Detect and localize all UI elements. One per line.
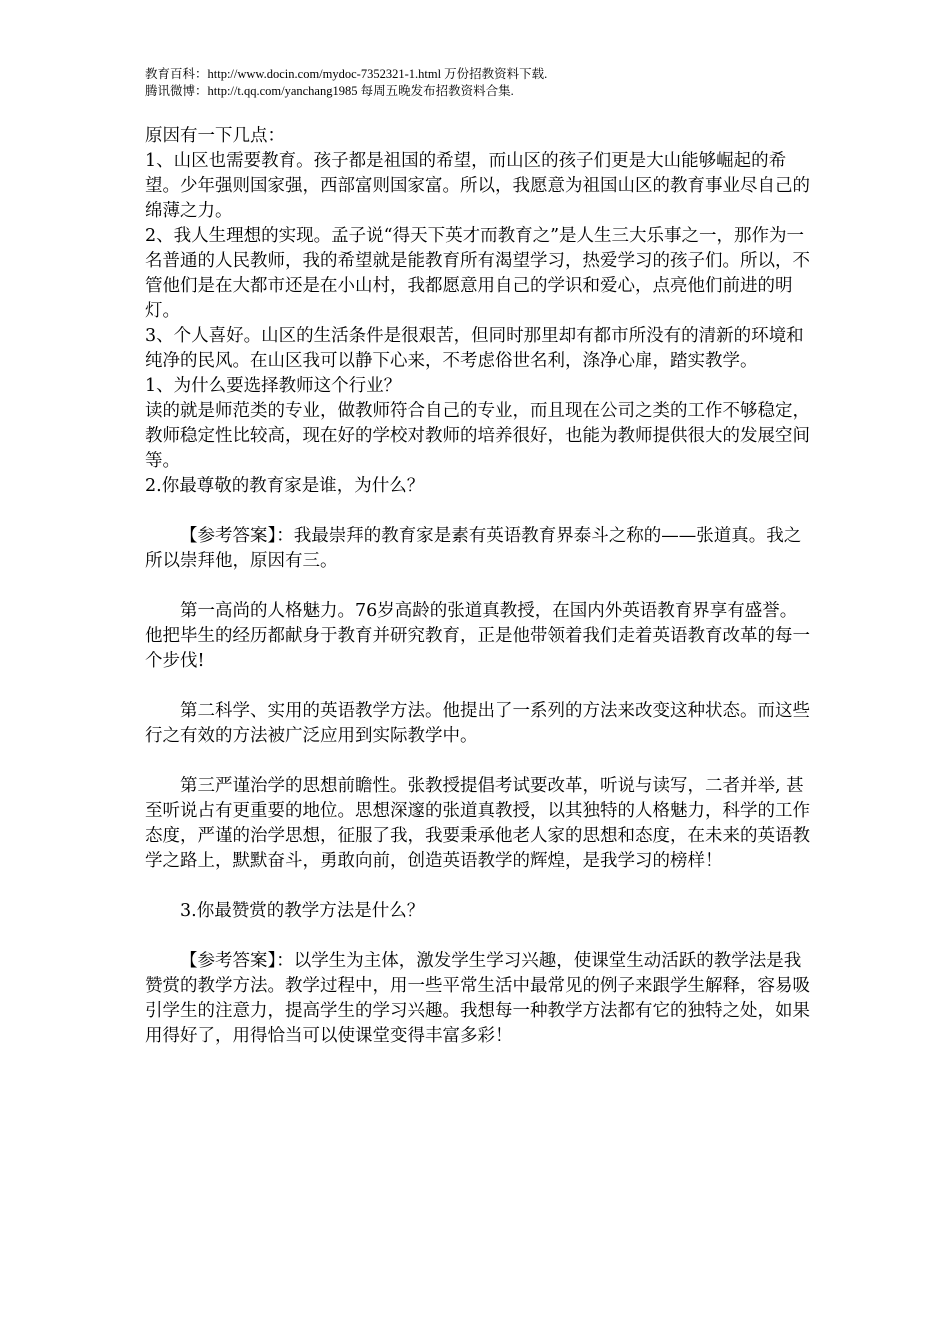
reason-3: 3、个人喜好。山区的生活条件是很艰苦，但同时那里却有都市所没有的清新的环境和纯净的民风。在山区我可以静下心来，不考虑俗世名利，涤净心扉，踏实教学。 [145, 326, 804, 371]
question-2: 2.你最尊敬的教育家是谁，为什么？ [145, 476, 425, 496]
reason-2: 2、我人生理想的实现。孟子说“得天下英才而教育之”是人生三大乐事之一，那作为一名普通的人民教师，我的希望就是能教育所有渴望学习，热爱学习的孩子们。所以，不管他们是在大都市还是在小山村，我都愿意用自己的学识和爱心，点亮他们前进的明灯。 [145, 226, 810, 321]
answer-2-point-2: 第二科学、实用的英语教学方法。他提出了一系列的方法来改变这种状态。而这些行之有效的方法被广泛应用到实际教学中。 [145, 701, 810, 746]
document-body [145, 124, 813, 1049]
question-1: 1、为什么要选择教师这个行业？ [145, 376, 402, 396]
answer-2-point-1: 第一高尚的人格魅力。76岁高龄的张道真教授，在国内外英语教育界享有盛誉。他把毕生的经历都献身于教育并研究教育，正是他带领着我们走着英语教育改革的每一个步伐! [145, 601, 810, 671]
answer-2-intro: 【参考答案】：我最崇拜的教育家是素有英语教育界泰斗之称的——张道真。我之所以崇拜他，原因有三。 [145, 526, 802, 571]
answer-3: 【参考答案】：以学生为主体，激发学生学习兴趣，使课堂生动活跃的教学法是我赞赏的教学方法。教学过程中，用一些平常生活中最常见的例子来跟学生解释，容易吸引学生的注意力，提高学生的学习兴趣。我想每一种教学方法都有它的独特之处，如果用得好了，用得恰当可以使课堂变得丰富多彩！ [145, 951, 810, 1046]
answer-2-point-3: 第三严谨治学的思想前瞻性。张教授提倡考试要改革，听说与读写，二者并举, 甚至听说占有更重要的地位。思想深邃的张道真教授，以其独特的人格魅力，科学的工作态度，严谨的治学思想，征服了我，我要秉承他老人家的思想和态度，在未来的英语教学之路上，默默奋斗，勇敢向前，创造英语教学的辉煌，是我学习的榜样！ [145, 776, 810, 871]
reasons-intro: 原因有一下几点： [145, 126, 285, 146]
page-header [145, 66, 845, 100]
reason-1: 1、山区也需要教育。孩子都是祖国的希望，而山区的孩子们更是大山能够崛起的希望。少年强则国家强，西部富则国家富。所以，我愿意为祖国山区的教育事业尽自己的绵薄之力。 [145, 151, 810, 221]
header-docin-line: 教育百科：http://www.docin.com/mydoc-7352321-1.html 万份招教资料下载. [145, 67, 548, 81]
question-3: 3.你最赞赏的教学方法是什么？ [180, 901, 425, 921]
answer-1: 读的就是师范类的专业，做教师符合自己的专业，而且现在公司之类的工作不够稳定，教师稳定性比较高，现在好的学校对教师的培养很好，也能为教师提供很大的发展空间等。 [145, 401, 810, 471]
header-weibo-line: 腾讯微博：http://t.qq.com/yanchang1985 每周五晚发布招教资料合集. [145, 84, 514, 98]
